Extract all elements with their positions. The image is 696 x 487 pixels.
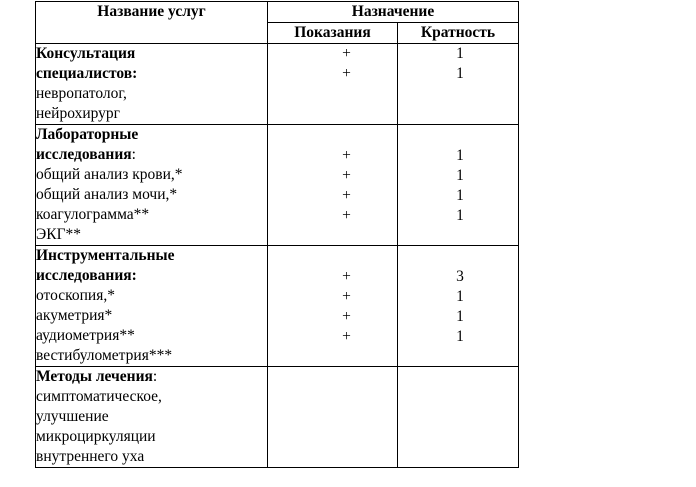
group-title — [36, 44, 267, 64]
indication-mark: + — [342, 65, 351, 82]
group-title — [36, 125, 267, 145]
group-title — [36, 145, 267, 165]
frequency-value: 1 — [456, 308, 464, 325]
frequency-value: 1 — [456, 288, 464, 305]
indication-mark: + — [342, 268, 351, 285]
group-title-line: Консультация — [36, 45, 136, 62]
table-row — [36, 246, 519, 367]
frequency-value: 3 — [456, 268, 464, 285]
header-row — [36, 2, 519, 23]
frequency-cell — [398, 125, 519, 246]
frequency-value: 1 — [456, 328, 464, 345]
header-service-name: Название услуг — [36, 2, 268, 44]
frequency-value: 1 — [456, 167, 464, 184]
indication-mark: + — [342, 207, 351, 224]
service-cell — [36, 44, 268, 125]
service-cell — [36, 246, 268, 367]
indication-mark: + — [342, 45, 351, 62]
group-title — [36, 266, 267, 286]
group-title-line: Инструментальные — [36, 247, 175, 264]
group-title-line: Лабораторные — [36, 126, 139, 143]
group-title-line: Методы лечения — [36, 368, 153, 385]
indications-cell — [268, 246, 398, 367]
service-item: ЭКГ** — [36, 226, 82, 243]
service-item: симптоматическое, — [36, 388, 162, 405]
service-item: микроциркуляции — [36, 428, 156, 445]
group-title-line: исследования: — [36, 267, 137, 284]
group-title — [36, 64, 267, 84]
header-frequency: Кратность — [398, 23, 519, 44]
frequency-value: 1 — [456, 45, 464, 62]
service-item: аудиометрия** — [36, 327, 135, 344]
header-indications: Показания — [268, 23, 398, 44]
table-row — [36, 367, 519, 468]
frequency-value: 1 — [456, 147, 464, 164]
service-item: вестибулометрия*** — [36, 347, 173, 364]
indication-mark: + — [342, 328, 351, 345]
frequency-value: 1 — [456, 65, 464, 82]
service-item: улучшение — [36, 408, 109, 425]
service-item: акуметрия* — [36, 307, 113, 324]
header-assignment: Назначение — [268, 2, 519, 23]
services-table — [35, 1, 519, 468]
frequency-value: 1 — [456, 207, 464, 224]
service-item: невропатолог, — [36, 85, 127, 102]
table-row — [36, 125, 519, 246]
frequency-cell — [398, 246, 519, 367]
indication-mark: + — [342, 147, 351, 164]
indications-cell — [268, 125, 398, 246]
indications-cell — [268, 367, 398, 468]
service-cell — [36, 125, 268, 246]
frequency-value: 1 — [456, 187, 464, 204]
indication-mark: + — [342, 308, 351, 325]
service-cell — [36, 367, 268, 468]
group-title-line: исследования — [36, 146, 132, 163]
table-row — [36, 44, 519, 125]
frequency-cell — [398, 367, 519, 468]
group-title-line: специалистов: — [36, 65, 138, 82]
service-item: общий анализ мочи,* — [36, 186, 178, 203]
service-item: отоскопия,* — [36, 287, 115, 304]
group-title-suffix: : — [152, 368, 158, 385]
indication-mark: + — [342, 288, 351, 305]
indication-mark: + — [342, 187, 351, 204]
group-title-suffix: : — [131, 146, 136, 163]
group-title — [36, 246, 267, 266]
indication-mark: + — [342, 167, 351, 184]
service-item: коагулограмма** — [36, 206, 150, 223]
service-item: внутреннего уха — [36, 448, 145, 465]
group-title — [36, 367, 267, 387]
frequency-cell — [398, 44, 519, 125]
indications-cell — [268, 44, 398, 125]
service-item: нейрохирург — [36, 105, 121, 122]
service-item: общий анализ крови,* — [36, 166, 183, 183]
